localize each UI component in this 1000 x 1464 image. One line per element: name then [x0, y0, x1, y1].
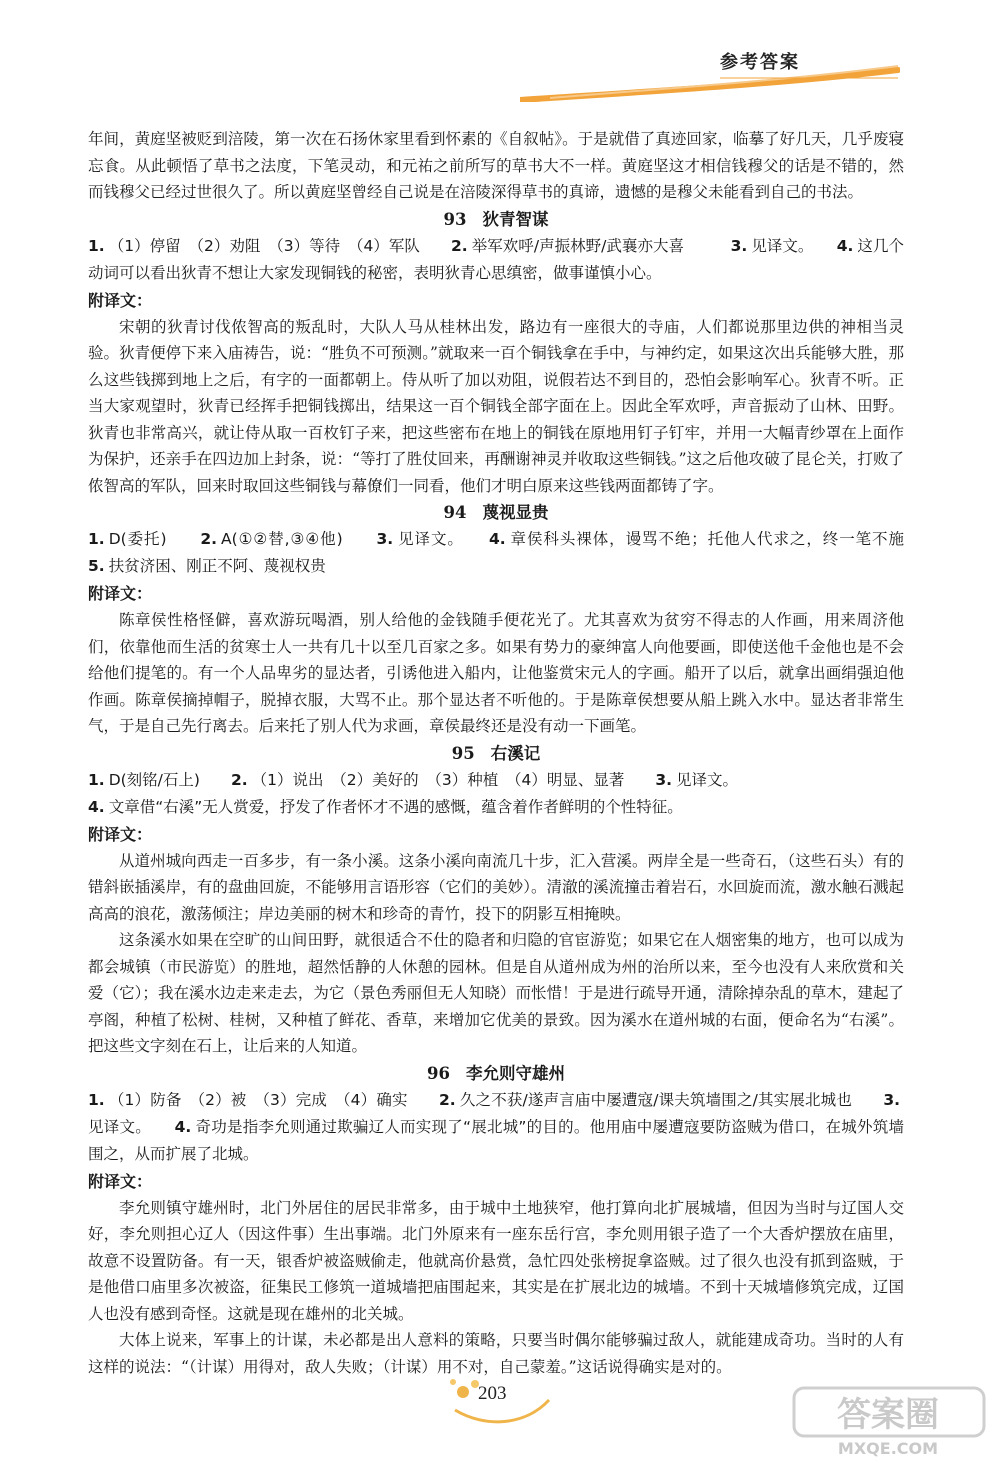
answer-text: 久之不获/遂声言庙中屡遭寇/课夫筑墙围之/其实展北城也 [459, 1090, 884, 1109]
answer-line [88, 767, 904, 794]
answer-number: 1. [88, 1090, 105, 1109]
section-title [88, 206, 904, 233]
section-number: 94 [443, 503, 467, 522]
answer-content [88, 126, 935, 1380]
answer-text: 见译文。 [397, 530, 489, 548]
svg-text:MXQE.COM: MXQE.COM [837, 1439, 939, 1458]
section-title-text: 蔑视显贵 [482, 503, 549, 522]
answer-number: 3. [730, 236, 748, 255]
answer-number: 1. [88, 236, 105, 255]
page-number: 203 [478, 1383, 507, 1404]
answer-number: 2. [439, 1090, 456, 1109]
answer-line [88, 794, 904, 821]
answer-number: 1. [88, 770, 105, 789]
answer-text: 举军欢呼/声振林野/武襄亦大喜 [471, 236, 731, 255]
answer-number: 2. [451, 236, 468, 255]
answer-text: 见译文。 [88, 1117, 175, 1136]
svg-text:答案圈: 答案圈 [837, 1395, 939, 1435]
header-tag: 参考答案 [720, 52, 800, 73]
translation-label: 附译文： [88, 290, 153, 310]
translation-label: 附译文： [88, 1171, 153, 1191]
answer-text: （1）说出 （2）美好的 （3）种植 （4）明显、显著 [251, 770, 656, 789]
answer-number: 2. [200, 530, 217, 548]
section-number: 96 [427, 1063, 450, 1083]
section-title [88, 499, 904, 526]
answer-text: 这几个动词可以看出狄青不想让大家发现铜钱的秘密，表明狄青心思缜密，做事谨慎小心。 [88, 236, 904, 282]
answer-number: 1. [88, 530, 105, 548]
intro-paragraph: 年间，黄庭坚被贬到涪陵，第一次在石扬休家里看到怀素的《自叙帖》。于是就借了真迹回家，临摹了好几天，几乎废寝忘食。从此顿悟了草书之法度，下笔灵动，和元祐之前所写的草书大不一样。黄庭坚这才相信钱穆父的话是不错的，然而钱穆父已经过世很久了。所以黄庭坚曾经自己说是在涪陵深得草书的真谛，遗憾的是穆父未能看到自己的书法。 [88, 130, 904, 201]
answer-text: 见译文。 [751, 236, 837, 255]
section-title-text: 右溪记 [490, 743, 541, 763]
answer-text: 文章借“右溪”无人赏爱，抒发了作者怀才不遇的感慨，蕴含着作者鲜明的个性特征。 [108, 797, 683, 816]
answer-number: 3. [376, 530, 394, 548]
section-title [88, 1060, 904, 1087]
answer-number: 3. [883, 1090, 901, 1109]
answer-number: 2. [230, 770, 248, 789]
translation-paragraph: 这条溪水如果在空旷的山间田野，就很适合不仕的隐者和归隐的官宦游览；如果它在人烟密集的地方，也可以成为都会城镇（市民游览）的胜地，超然恬静的人休憩的园林。但是自从道州成为州的治所以来，至今也没有人来欣赏和关爱（它）；我在溪水边走来走去，为它（景色秀丽但无人知晓）而怅惜！于是进行疏导开通，清除掉杂乱的草木，建起了亭阁，种植了松树、桂树，又种植了鲜花、香草，来增加它优美的景致。因为溪水在道州城的右面，便命名为“右溪”。把这些文字刻在石上，让后来的人知道。 [88, 931, 904, 1055]
section-title [88, 740, 904, 767]
answer-text: （1）停留 （2）劝阻 （3）等待 （4）军队 [108, 236, 452, 255]
answer-text: 扶贫济困、刚正不阿、蔑视权贵 [108, 557, 326, 575]
watermark-logo [790, 1380, 990, 1464]
translation-label: 附译文： [88, 584, 153, 603]
answer-line [88, 1087, 904, 1168]
answer-line [88, 526, 935, 580]
answer-line [88, 233, 904, 287]
section-title-text: 李允则守雄州 [465, 1063, 565, 1083]
answer-number: 4. [836, 236, 854, 255]
answer-number: 3. [655, 770, 673, 789]
translation-paragraph: 大体上说来，军事上的计谋，未必都是出人意料的策略，只要当时偶尔能够骗过敌人，就能建成奇功。当时的人有这样的说法：“（计谋）用得对，敌人失败；（计谋）用不对，自己蒙羞。”这话说得确实是对的。 [88, 1331, 904, 1376]
answer-text: 见译文。 [676, 770, 739, 789]
translation-paragraph: 从道州城向西走一百多步，有一条小溪。这条小溪向南流几十步，汇入营溪。两岸全是一些奇石，（这些石头）有的错斜嵌插溪岸，有的盘曲回旋，不能够用言语形容（它们的美妙）。清澈的溪流撞击着岩石，水回旋而流，激水触石溅起高高的浪花，激荡倾注；岸边美丽的树木和珍奇的青竹，投下的阴影互相掩映。 [88, 851, 904, 923]
translation-paragraph: 宋朝的狄青讨伐侬智高的叛乱时，大队人马从桂林出发，路边有一座很大的寺庙，人们都说那里边供的神相当灵验。狄青便停下来入庙祷告，说：“胜负不可预测。”就取来一百个铜钱拿在手中，与神约定，如果这次出兵能够大胜，那么这些钱掷到地上之后，有字的一面都朝上。侍从听了加以劝阻，说假若达不到目的，恐怕会影响军心。狄青不听。正当大家观望时，狄青已经挥手把铜钱掷出，结果这一百个铜钱全部字面在上。因此全军欢呼，声音振动了山林、田野。狄青也非常高兴，就让侍从取一百枚钉子来，把这些密布在地上的铜钱在原地用钉子钉牢，并用一大幅青纱罩在上面作为保护，还亲手在四边加上封条，说：“等打了胜仗回来，再酬谢神灵并收取这些铜钱。”这之后他攻破了昆仑关，打败了侬智高的军队，回来时取回这些铜钱与幕僚们一同看，他们才明白原来这些钱两面都铸了字。 [88, 317, 904, 495]
translation-label: 附译文： [88, 824, 153, 844]
answer-text: 奇功是指李允则通过欺骗辽人而实现了“展北城”的目的。他用庙中屡遭寇要防盗贼为借口，在城外筑墙围之，从而扩展了北城。 [88, 1117, 904, 1163]
answer-number: 4. [488, 530, 506, 548]
answer-number: 5. [88, 557, 105, 575]
section-title-text: 狄青智谋 [482, 209, 549, 229]
header-swoosh-decoration [520, 62, 900, 102]
sections [88, 206, 935, 1381]
answer-text: （1）防备 （2）被 （3）完成 （4）确实 [108, 1090, 440, 1109]
answer-text: A(①②替,③④他) [221, 530, 377, 548]
translation-paragraph: 陈章侯性格怪僻，喜欢游玩喝酒，别人给他的金钱随手便花光了。尤其喜欢为贫穷不得志的人作画，用来周济他们，依靠他而生活的贫寒士人一共有几十以至几百家之多。如果有势力的豪绅富人向他要画，即使送他千金他也是不会给他们提笔的。有一个人品卑劣的显达者，引诱他进入船内，让他鉴赏宋元人的字画。船开了以后，就拿出画绢强迫他作画。陈章侯摘掉帽子，脱掉衣服，大骂不止。那个显达者不听他的。于是陈章侯想要从船上跳入水中。显达者非常生气，于是自己先行离去。后来托了别人代为求画，章侯最终还是没有动一下画笔。 [88, 611, 904, 735]
answer-text: D(委托) [108, 530, 201, 548]
answer-text: 章侯科头裸体，谩骂不绝；托他人代求之，终一笔不施 [509, 530, 935, 548]
answer-number: 4. [174, 1117, 192, 1136]
section-number: 93 [443, 209, 467, 229]
answer-text: D(刻铭/石上) [108, 770, 231, 789]
translation-paragraph: 李允则镇守雄州时，北门外居住的居民非常多，由于城中土地狭窄，他打算向北扩展城墙，但因为当时与辽国人交好，李允则担心辽人（因这件事）生出事端。北门外原来有一座东岳行宫，李允则用银子造了一个大香炉摆放在庙里，故意不设置防备。有一天，银香炉被盗贼偷走，他就高价悬赏，急忙四处张榜捉拿盗贼。过了很久也没有抓到盗贼，于是他借口庙里多次被盗，征集民工修筑一道城墙把庙围起来，其实是在扩展北边的城墙。不到十天城墙修筑完成，辽国人也没有感到奇怪。这就是现在雄州的北关城。 [88, 1198, 904, 1323]
answer-number: 4. [88, 797, 105, 816]
section-number: 95 [451, 743, 475, 763]
